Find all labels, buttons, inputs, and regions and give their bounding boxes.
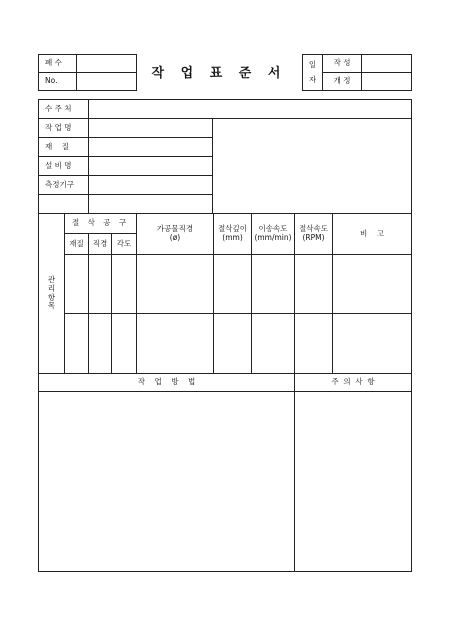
date-label-char-2: 자 [308,74,317,84]
job-name-label: 작 업 명 [39,119,89,138]
drawing-area[interactable] [213,119,412,214]
management-label-char-3: 항 [47,292,56,302]
tool-diameter-header: 직경 [89,234,112,255]
material-field[interactable] [89,138,213,157]
remarks-cell[interactable] [333,314,412,374]
job-name-field[interactable] [89,119,213,138]
feed-rate-unit: (mm/min) [254,233,292,242]
cut-speed-cell[interactable] [295,255,333,314]
workpiece-diameter-cell[interactable] [137,255,214,314]
feed-rate-cell[interactable] [252,314,295,374]
management-row [39,255,412,314]
material-label: 재 질 [39,138,89,157]
notes-label: 주 의 사 항 [295,374,412,392]
date-label [303,55,323,91]
workpiece-diameter-cell[interactable] [137,314,214,374]
revised-label: 개 정 [323,73,362,91]
equipment-label: 설 비 명 [39,157,89,176]
no-label: No. [39,73,77,91]
cut-depth-cell[interactable] [214,314,252,374]
cut-depth-header [214,214,252,255]
cut-depth-cell[interactable] [214,255,252,314]
tool-angle-header: 각도 [112,234,137,255]
feed-rate-cell[interactable] [252,255,295,314]
tool-material-cell[interactable] [65,314,89,374]
date-label-char-1: 일 [308,59,317,69]
management-table [38,213,412,374]
page-title: 작 업 표 준 서 [151,66,287,81]
created-label: 작 성 [323,55,362,73]
cut-speed-label: 절삭속도 [299,224,328,234]
tool-material-cell[interactable] [65,255,89,314]
info-table [38,99,412,214]
notes-area[interactable] [295,392,412,572]
cut-depth-label: 절삭깊이 [218,224,247,234]
management-items-label [39,214,65,374]
tool-material-header: 재질 [65,234,89,255]
feed-rate-label: 이송속도 [258,224,288,234]
pae-su-label: 폐 수 [39,55,77,73]
client-field[interactable] [89,100,412,119]
management-label-char-4: 목 [47,301,56,311]
tool-angle-cell[interactable] [112,314,137,374]
feed-rate-header [252,214,295,255]
no-field[interactable] [77,73,137,91]
work-method-label: 작 업 방 법 [39,374,295,392]
cut-depth-unit: (mm) [222,233,243,242]
blank-label-cell [39,195,89,214]
work-method-table [38,373,412,572]
workpiece-diameter-unit: (ø) [169,233,181,242]
remarks-cell[interactable] [333,255,412,314]
equipment-field[interactable] [89,157,213,176]
client-label: 수 주 처 [39,100,89,119]
workpiece-diameter-label: 가공물직경 [156,224,194,234]
remarks-header: 비 고 [333,214,412,255]
date-box [302,54,412,91]
measuring-tool-field[interactable] [89,176,213,195]
blank-field[interactable] [89,195,213,214]
tool-angle-cell[interactable] [112,255,137,314]
cut-speed-header [295,214,333,255]
cut-speed-cell[interactable] [295,314,333,374]
management-label-char-2: 리 [47,283,56,293]
management-label-char-1: 관 [47,275,56,285]
tool-diameter-cell[interactable] [89,255,112,314]
cut-speed-unit: (RPM) [302,233,325,242]
measuring-tool-label: 측정기구 [39,176,89,195]
doc-number-box [38,54,137,91]
cutting-tool-label: 절 삭 공 구 [65,214,137,234]
revised-date-field[interactable] [362,73,412,91]
management-row [39,314,412,374]
work-method-area[interactable] [39,392,295,572]
pae-su-field[interactable] [77,55,137,73]
tool-diameter-cell[interactable] [89,314,112,374]
created-date-field[interactable] [362,55,412,73]
workpiece-diameter-header [137,214,214,255]
